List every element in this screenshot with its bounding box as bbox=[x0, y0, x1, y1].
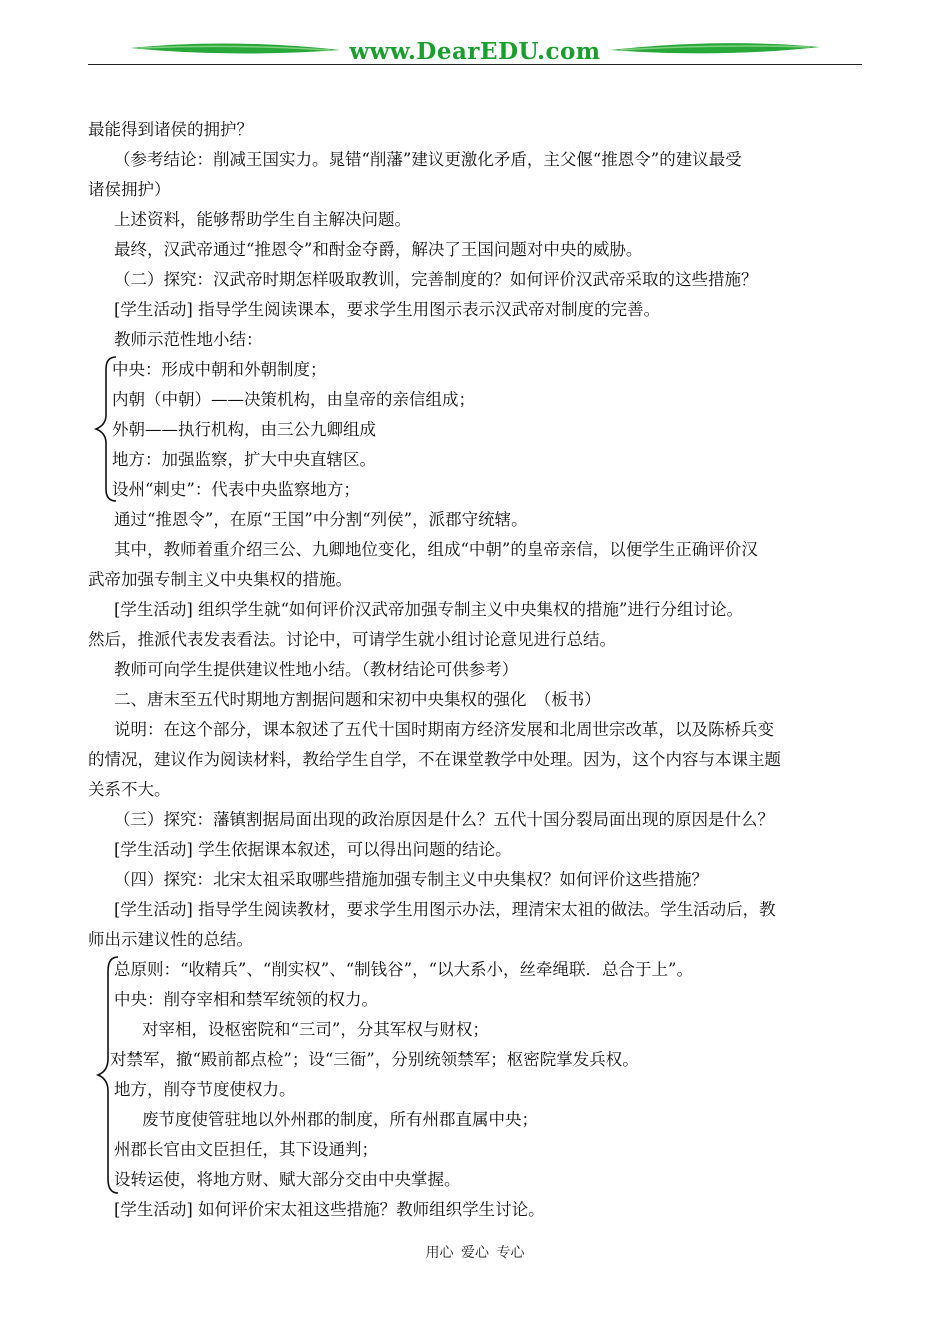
paragraph-line: 教师可向学生提供建议性地小结。（教材结论可供参考） bbox=[114, 660, 519, 679]
paragraph-line: 其中，教师着重介绍三公、九卿地位变化，组成“中朝”的皇帝亲信，以便学生正确评价汉 bbox=[114, 540, 758, 559]
paragraph-line: [学生活动] 组织学生就“如何评价汉武帝加强专制主义中央集权的措施”进行分组讨论。 bbox=[114, 600, 743, 619]
paragraph-line: 设转运使，将地方财、赋大部分交由中央掌握。 bbox=[114, 1170, 461, 1189]
paragraph-line: 上述资料，能够帮助学生自主解决问题。 bbox=[114, 210, 411, 229]
paragraph-line: [学生活动] 如何评价宋太祖这些措施？教师组织学生讨论。 bbox=[114, 1200, 545, 1219]
paragraph-line: （四）探究：北宋太祖采取哪些措施加强专制主义中央集权？如何评价这些措施？ bbox=[114, 870, 708, 889]
paragraph-line: 对宰相，设枢密院和“三司”，分其军权与财权； bbox=[142, 1020, 489, 1039]
paragraph-line: 二、唐末至五代时期地方割据问题和宋初中央集权的强化 （板书） bbox=[114, 690, 601, 709]
paragraph-line: 外朝——执行机构，由三公九卿组成 bbox=[112, 420, 376, 439]
paragraph-line: 然后，推派代表发表看法。讨论中，可请学生就小组讨论意见进行总结。 bbox=[88, 630, 616, 649]
paragraph-line: 诸侯拥护） bbox=[88, 180, 171, 199]
site-logo[interactable]: www.DearEDU.com bbox=[349, 38, 601, 65]
paragraph-line: 关系不大。 bbox=[88, 780, 171, 799]
paragraph-line: 地方，削夺节度使权力。 bbox=[114, 1080, 296, 1099]
paragraph-line: [学生活动] 指导学生阅读课本，要求学生用图示表示汉武帝对制度的完善。 bbox=[114, 300, 661, 319]
paragraph-line: 师出示建议性的总结。 bbox=[88, 930, 253, 949]
paragraph-line: 通过“推恩令”，在原“王国”中分割“列侯”，派郡守统辖。 bbox=[114, 510, 528, 529]
paragraph-line: 最终，汉武帝通过“推恩令”和酎金夺爵，解决了王国问题对中央的威胁。 bbox=[114, 240, 643, 259]
paragraph-line: 地方：加强监察，扩大中央直辖区。 bbox=[112, 450, 376, 469]
paragraph-line: 说明：在这个部分，课本叙述了五代十国时期南方经济发展和北周世宗改革，以及陈桥兵变 bbox=[114, 720, 774, 739]
paragraph-line: 对禁军，撤“殿前都点检”；设“三衙”，分别统领禁军；枢密院掌发兵权。 bbox=[110, 1050, 639, 1069]
paragraph-line: 州郡长官由文臣担任，其下设通判； bbox=[114, 1140, 378, 1159]
paragraph-line: 内朝（中朝）——决策机构，由皇帝的亲信组成； bbox=[112, 390, 475, 409]
page-footer: 用心 爱心 专心 bbox=[425, 1245, 525, 1261]
page-header bbox=[0, 0, 950, 75]
paragraph-line: 武帝加强专制主义中央集权的措施。 bbox=[88, 570, 352, 589]
paragraph-line: （参考结论：削减王国实力。晁错“削藩”建议更激化矛盾，主父偃“推恩令”的建议最受 bbox=[114, 150, 742, 169]
paragraph-line: （三）探究：藩镇割据局面出现的政治原因是什么？五代十国分裂局面出现的原因是什么？ bbox=[114, 810, 774, 829]
paragraph-line: 废节度使管驻地以外州郡的制度，所有州郡直属中央； bbox=[142, 1110, 538, 1129]
paragraph-line: 最能得到诸侯的拥护？ bbox=[88, 120, 253, 139]
paragraph-line: 总原则：“收精兵”、“削实权”、“制钱谷”，“以大系小，丝牵绳联．总合于上”。 bbox=[114, 960, 693, 979]
paragraph-line: 教师示范性地小结： bbox=[114, 330, 263, 349]
paragraph-line: [学生活动] 指导学生阅读教材，要求学生用图示办法，理清宋太祖的做法。学生活动后，教 bbox=[114, 900, 776, 919]
paragraph-line: [学生活动] 学生依据课本叙述，可以得出问题的结论。 bbox=[114, 840, 512, 859]
header-rule bbox=[88, 64, 862, 65]
paragraph-line: 中央：形成中朝和外朝制度； bbox=[112, 360, 327, 379]
paragraph-line: （二）探究：汉武帝时期怎样吸取教训，完善制度的？如何评价汉武帝采取的这些措施？ bbox=[114, 270, 758, 289]
paragraph-line: 中央：削夺宰相和禁军统领的权力。 bbox=[114, 990, 378, 1009]
paragraph-line: 设州“刺史”：代表中央监察地方； bbox=[112, 480, 360, 499]
paragraph-line: 的情况，建议作为阅读材料，教给学生自学，不在课堂教学中处理。因为，这个内容与本课主题 bbox=[88, 750, 781, 769]
